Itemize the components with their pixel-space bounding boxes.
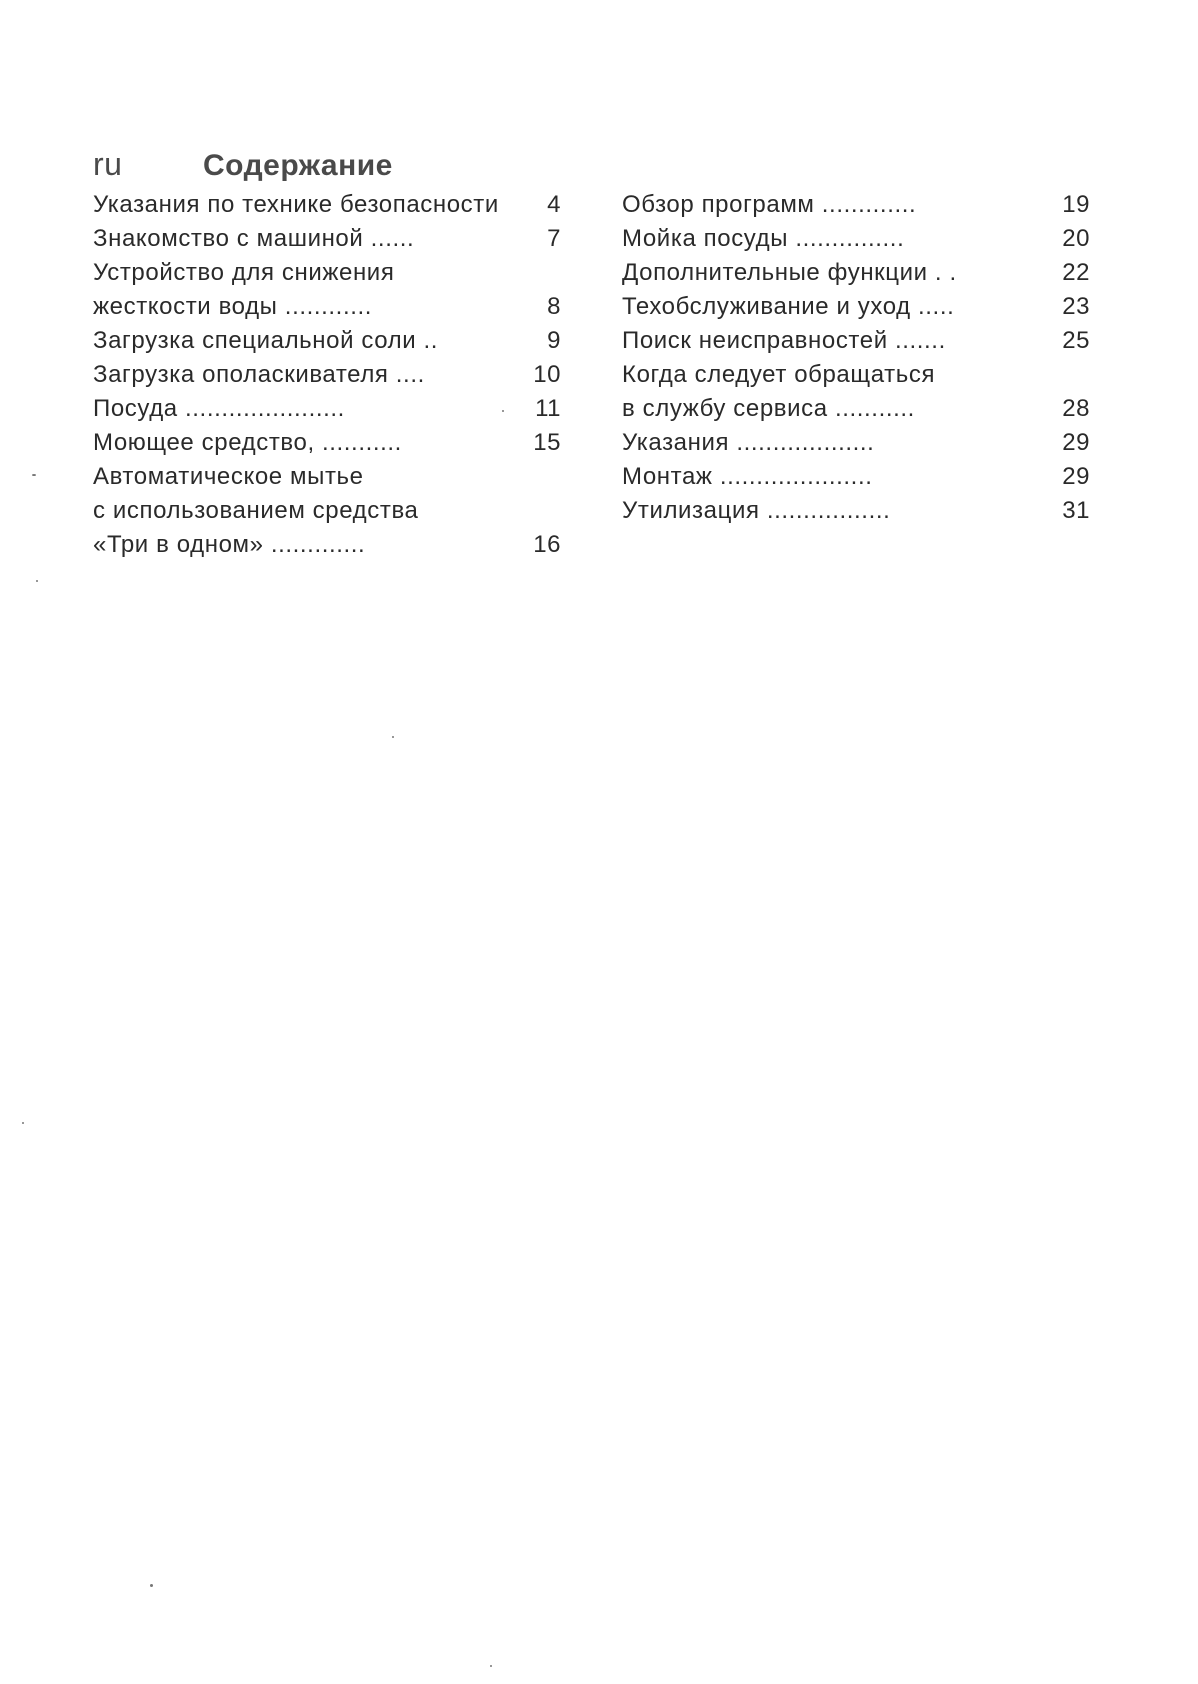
toc-entry-title (93, 392, 561, 426)
toc-entry-title (622, 494, 1090, 528)
toc-entry-title-line: Утилизация ................. (622, 497, 891, 524)
toc-entry-title-line: Моющее средство, ........... (93, 429, 402, 456)
toc-entry-title-line: Загрузка ополаскивателя .... (93, 361, 425, 388)
toc-page-number: 25 (1062, 327, 1090, 354)
toc-entry (622, 256, 1090, 290)
toc-entry-title (622, 222, 1090, 256)
toc-page-number: 4 (547, 191, 561, 218)
toc-entry-title-line: Монтаж ..................... (622, 463, 873, 490)
toc-entry-title (622, 256, 1090, 290)
toc-entry (622, 426, 1090, 460)
toc-entry (622, 324, 1090, 358)
toc-entry-title-line: Устройство для снижения (93, 259, 395, 286)
toc-header (93, 146, 393, 186)
toc-entry-title-line: Посуда ...................... (93, 395, 345, 422)
toc-entry (93, 358, 561, 392)
toc-entry-title (93, 188, 561, 222)
toc-entry-title-line: Автоматическое мытье (93, 463, 364, 490)
toc-entry-title (622, 358, 1090, 426)
toc-page-number: 29 (1062, 429, 1090, 456)
page-title: Содержание (203, 149, 393, 182)
toc-entry-title-line: с использованием средства (93, 497, 419, 524)
toc-right-column (622, 188, 1090, 528)
toc-entry-title (93, 222, 561, 256)
toc-entry (622, 222, 1090, 256)
toc-entry-title (622, 324, 1090, 358)
scan-speck (150, 1584, 153, 1587)
toc-entry-title (93, 460, 561, 562)
toc-page-number: 28 (1062, 395, 1090, 422)
toc-entry-title-line: Дополнительные функции . . (622, 259, 957, 286)
toc-entry-title (93, 358, 561, 392)
toc-entry-title (622, 188, 1090, 222)
toc-entry-title (622, 426, 1090, 460)
toc-entry (93, 324, 561, 358)
toc-entry (93, 392, 561, 426)
toc-entry-title (622, 460, 1090, 494)
scan-speck (502, 410, 504, 412)
toc-page-number: 10 (533, 361, 561, 388)
toc-entry (93, 460, 561, 562)
toc-entry (93, 426, 561, 460)
toc-page-number: 19 (1062, 191, 1090, 218)
toc-entry-title (622, 290, 1090, 324)
toc-entry-title-line: Указания ................... (622, 429, 875, 456)
toc-entry-title-line: Загрузка специальной соли .. (93, 327, 439, 354)
toc-entry-title-line: Знакомство с машиной ...... (93, 225, 415, 252)
toc-entry-title-line: Обзор программ ............. (622, 191, 917, 218)
toc-page-number: 31 (1062, 497, 1090, 524)
toc-page-number: 15 (533, 429, 561, 456)
toc-entry-title-line: в службу сервиса ........... (622, 395, 915, 422)
toc-page-number: 8 (547, 293, 561, 320)
toc-page-number: 9 (547, 327, 561, 354)
toc-entry (622, 188, 1090, 222)
toc-page-number: 7 (547, 225, 561, 252)
toc-entry-title (93, 256, 561, 324)
toc-entry (93, 256, 561, 324)
scan-speck (22, 1122, 24, 1124)
toc-entry-title-line: Указания по технике безопасности (93, 191, 499, 218)
toc-entry-title-line: Когда следует обращаться (622, 361, 936, 388)
toc-entry-title-line: Мойка посуды ............... (622, 225, 905, 252)
scan-speck (32, 474, 36, 476)
toc-entry (93, 188, 561, 222)
toc-entry-title-line: жесткости воды ............ (93, 293, 373, 320)
toc-entry-title (93, 324, 561, 358)
toc-left-column (93, 188, 561, 562)
toc-entry (622, 358, 1090, 426)
toc-entry-title-line: Поиск неисправностей ....... (622, 327, 946, 354)
scan-speck (36, 580, 38, 582)
toc-entry-title (93, 426, 561, 460)
toc-entry-title-line: Техобслуживание и уход ..... (622, 293, 955, 320)
toc-page-number: 16 (533, 531, 561, 558)
toc-page-number: 11 (535, 395, 561, 422)
language-code: ru (93, 146, 123, 182)
toc-page-number: 23 (1062, 293, 1090, 320)
toc-entry (622, 290, 1090, 324)
toc-page-number: 20 (1062, 225, 1090, 252)
toc-entry (93, 222, 561, 256)
toc-entry-title-line: «Три в одном» ............. (93, 531, 366, 558)
toc-page-number: 22 (1062, 259, 1090, 286)
toc-entry (622, 494, 1090, 528)
scan-speck (490, 1665, 492, 1667)
toc-entry (622, 460, 1090, 494)
scan-speck (392, 736, 394, 738)
toc-page-number: 29 (1062, 463, 1090, 490)
